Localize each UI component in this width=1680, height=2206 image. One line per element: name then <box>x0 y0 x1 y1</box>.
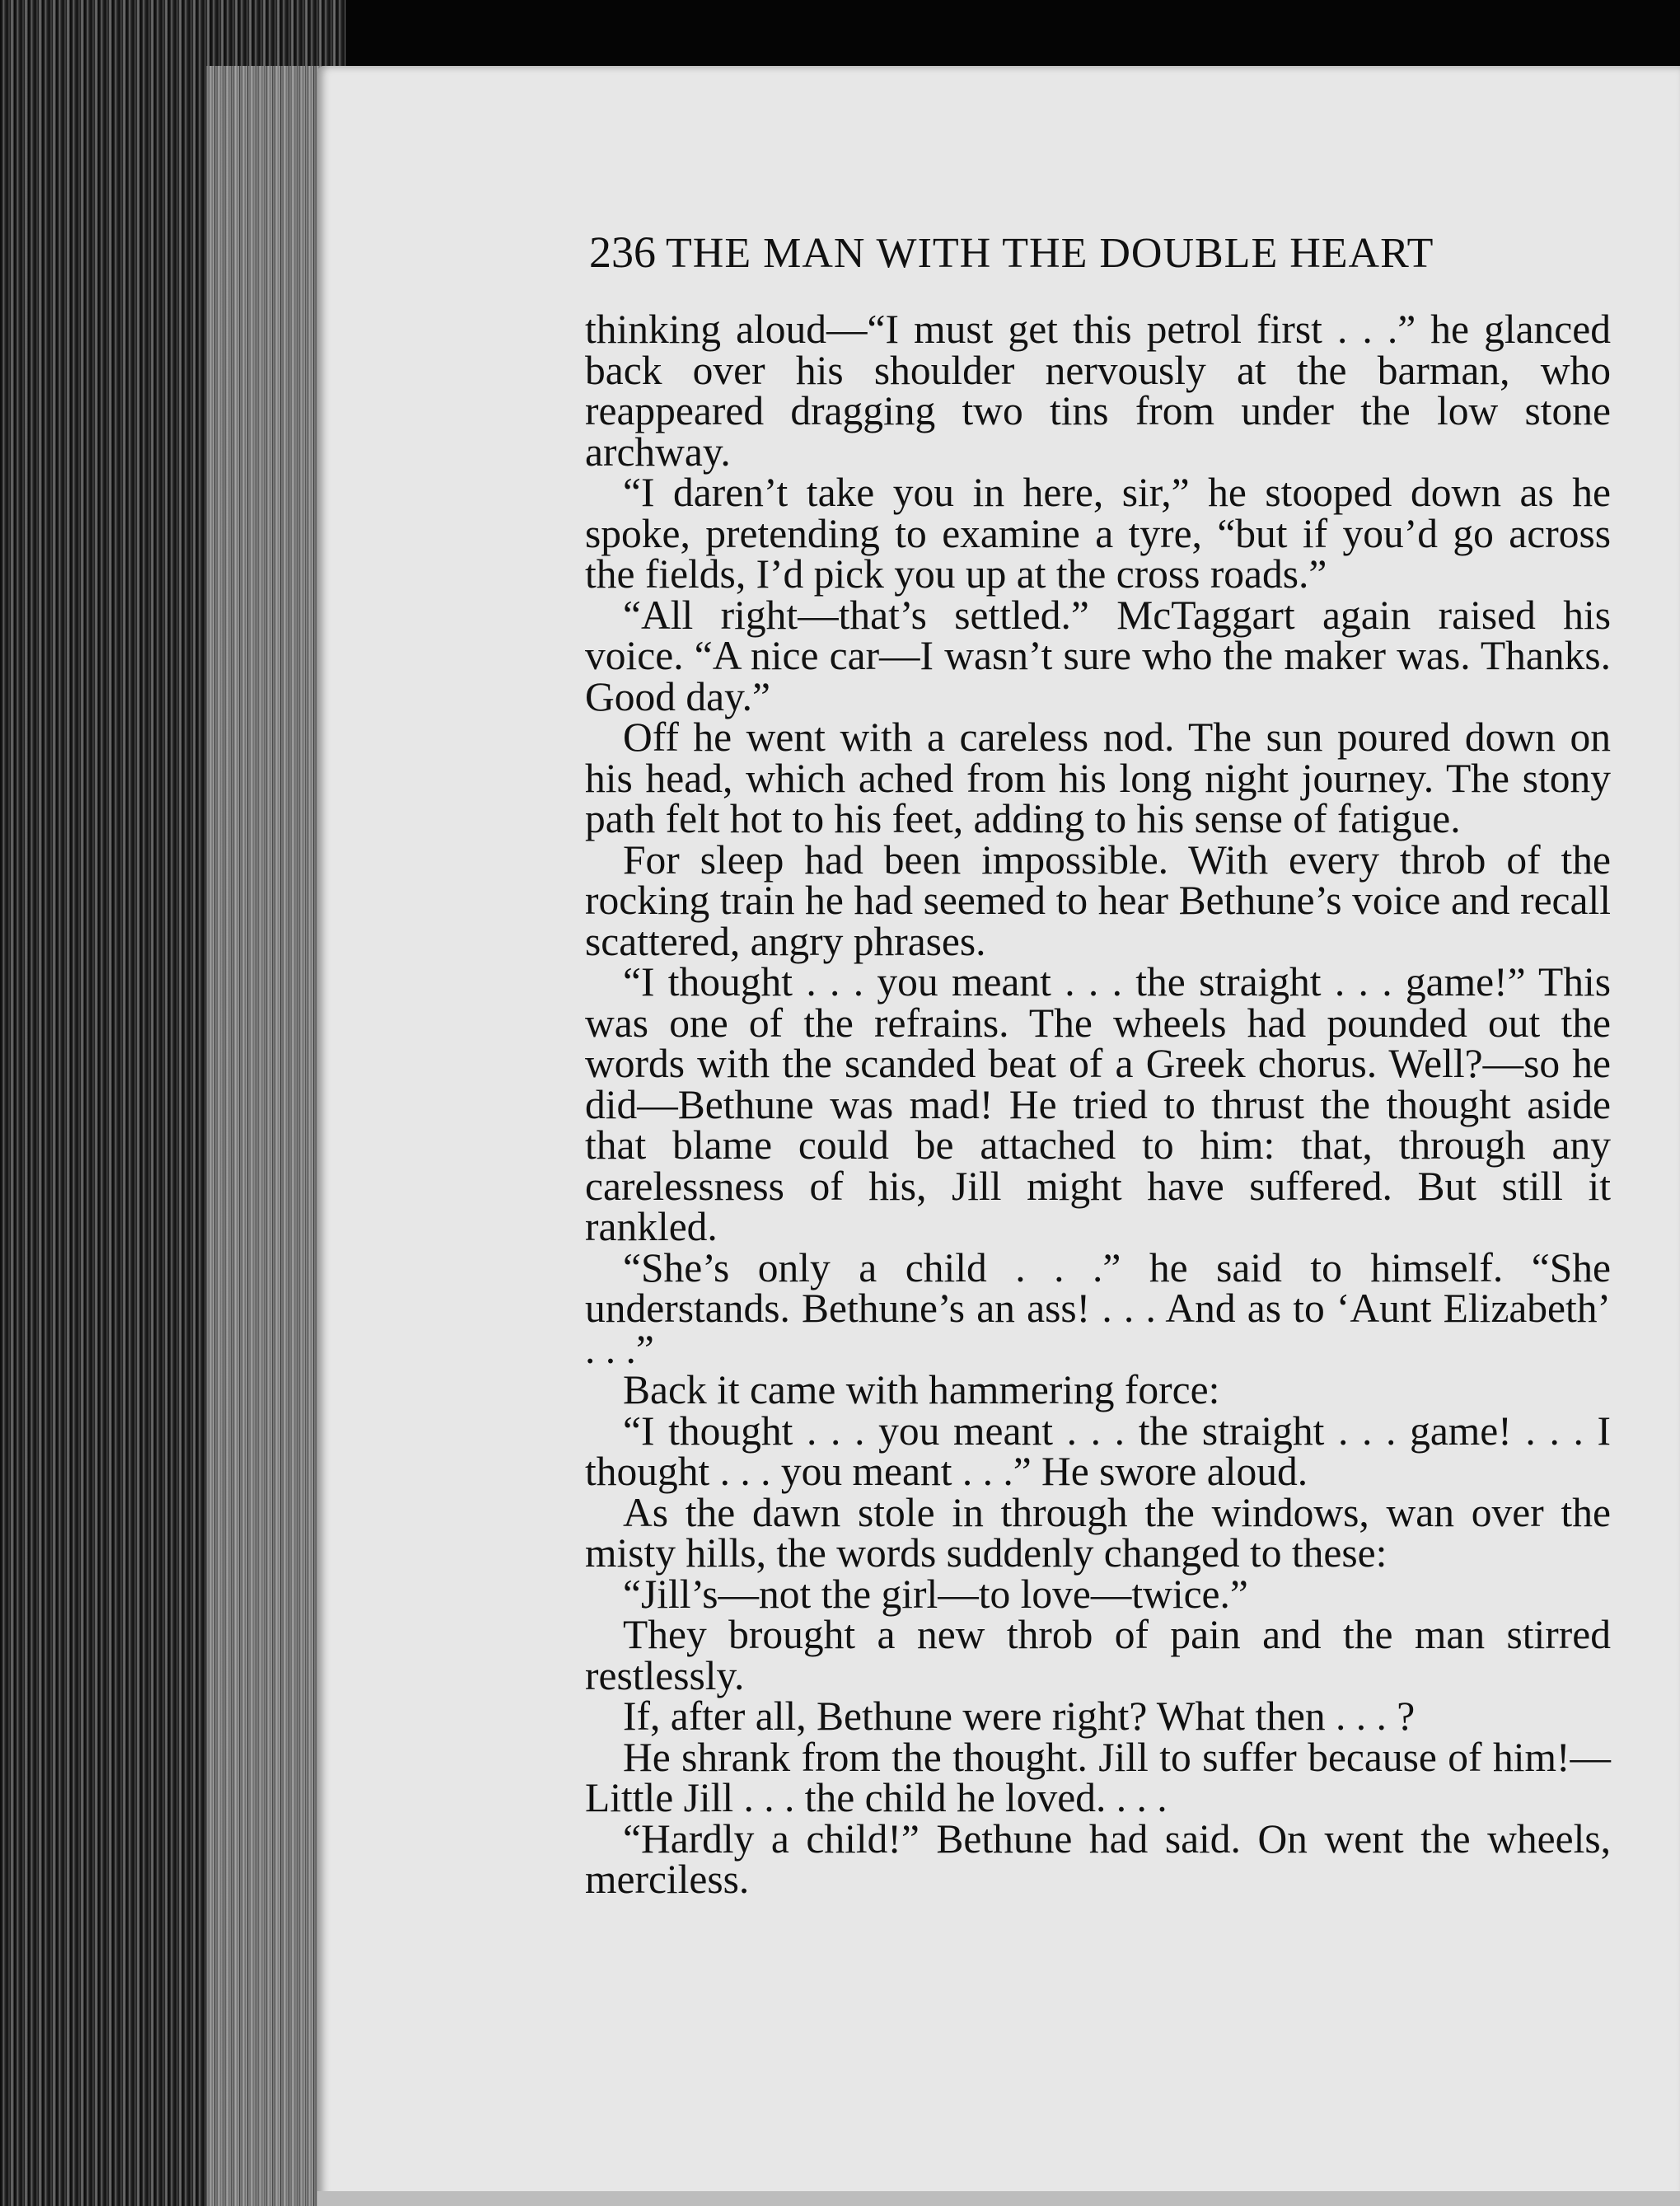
paragraph: “She’s only a child . . .” he said to himself. “She understands. Bethune’s an ass! . . . And as to ‘Aunt Elizabeth’ . . .” <box>585 1244 1611 1372</box>
paragraph: “I thought . . . you meant . . . the straight . . . game!” This was one of the refrains. The wheels had pounded out the words with the scanded beat of a Greek chorus. Well?—so he did—Bethune was mad! He tried to thrust the thought aside that blame could be attached to him: that, through any carelessness of his, Jill might have suffered. But still it rankled. <box>585 959 1611 1249</box>
paragraph: “Hardly a child!” Bethune had said. On went the wheels, merciless. <box>585 1815 1611 1902</box>
paragraph: “All right—that’s settled.” McTaggart again raised his voice. “A nice car—I wasn’t sure who the maker was. Thanks. Good day.” <box>585 592 1611 719</box>
paragraph: “Jill’s—not the girl—to love—twice.” <box>623 1571 1248 1617</box>
paragraph: He shrank from the thought. Jill to suffer because of him!—Little Jill . . . the child he loved. . . . <box>585 1734 1611 1820</box>
paragraph: For sleep had been impossible. With every throb of the rocking train he had seemed to hear Bethune’s voice and recall scattered, angry phrases. <box>585 836 1611 964</box>
page-body <box>585 309 1611 1900</box>
running-title: THE MAN WITH THE DOUBLE HEART <box>666 230 1434 277</box>
book-page-edges <box>0 0 346 2206</box>
paragraph: thinking aloud—“I must get this petrol first . . .” he glanced back over his shoulder nervously at the barman, who reappeared dragging two tins from under the low stone archway. <box>585 307 1611 475</box>
page-number: 236 <box>589 227 656 277</box>
paragraph: Back it came with hammering force: <box>623 1367 1220 1412</box>
paragraph: If, after all, Bethune were right? What then . . . ? <box>623 1693 1416 1739</box>
paragraph: Off he went with a careless nod. The sun poured down on his head, which ached from his long night journey. The stony path felt hot to his feet, adding to his sense of fatigue. <box>585 714 1611 841</box>
paragraph: They brought a new throb of pain and the man stirred restlessly. <box>585 1612 1611 1698</box>
paragraph: “I daren’t take you in here, sir,” he stooped down as he spoke, pretending to examine a tyre, “but if you’d go across the fields, I’d pick you up at the cross roads.” <box>585 470 1611 597</box>
book-page <box>317 66 1680 2206</box>
paragraph: As the dawn stole in through the windows, wan over the misty hills, the words suddenly changed to these: <box>585 1489 1611 1576</box>
page-bottom-edge <box>317 2191 1680 2206</box>
paragraph: “I thought . . . you meant . . . the straight . . . game! . . . I thought . . . you meant . . .” He swore aloud. <box>585 1407 1611 1494</box>
page-header <box>589 227 1545 278</box>
